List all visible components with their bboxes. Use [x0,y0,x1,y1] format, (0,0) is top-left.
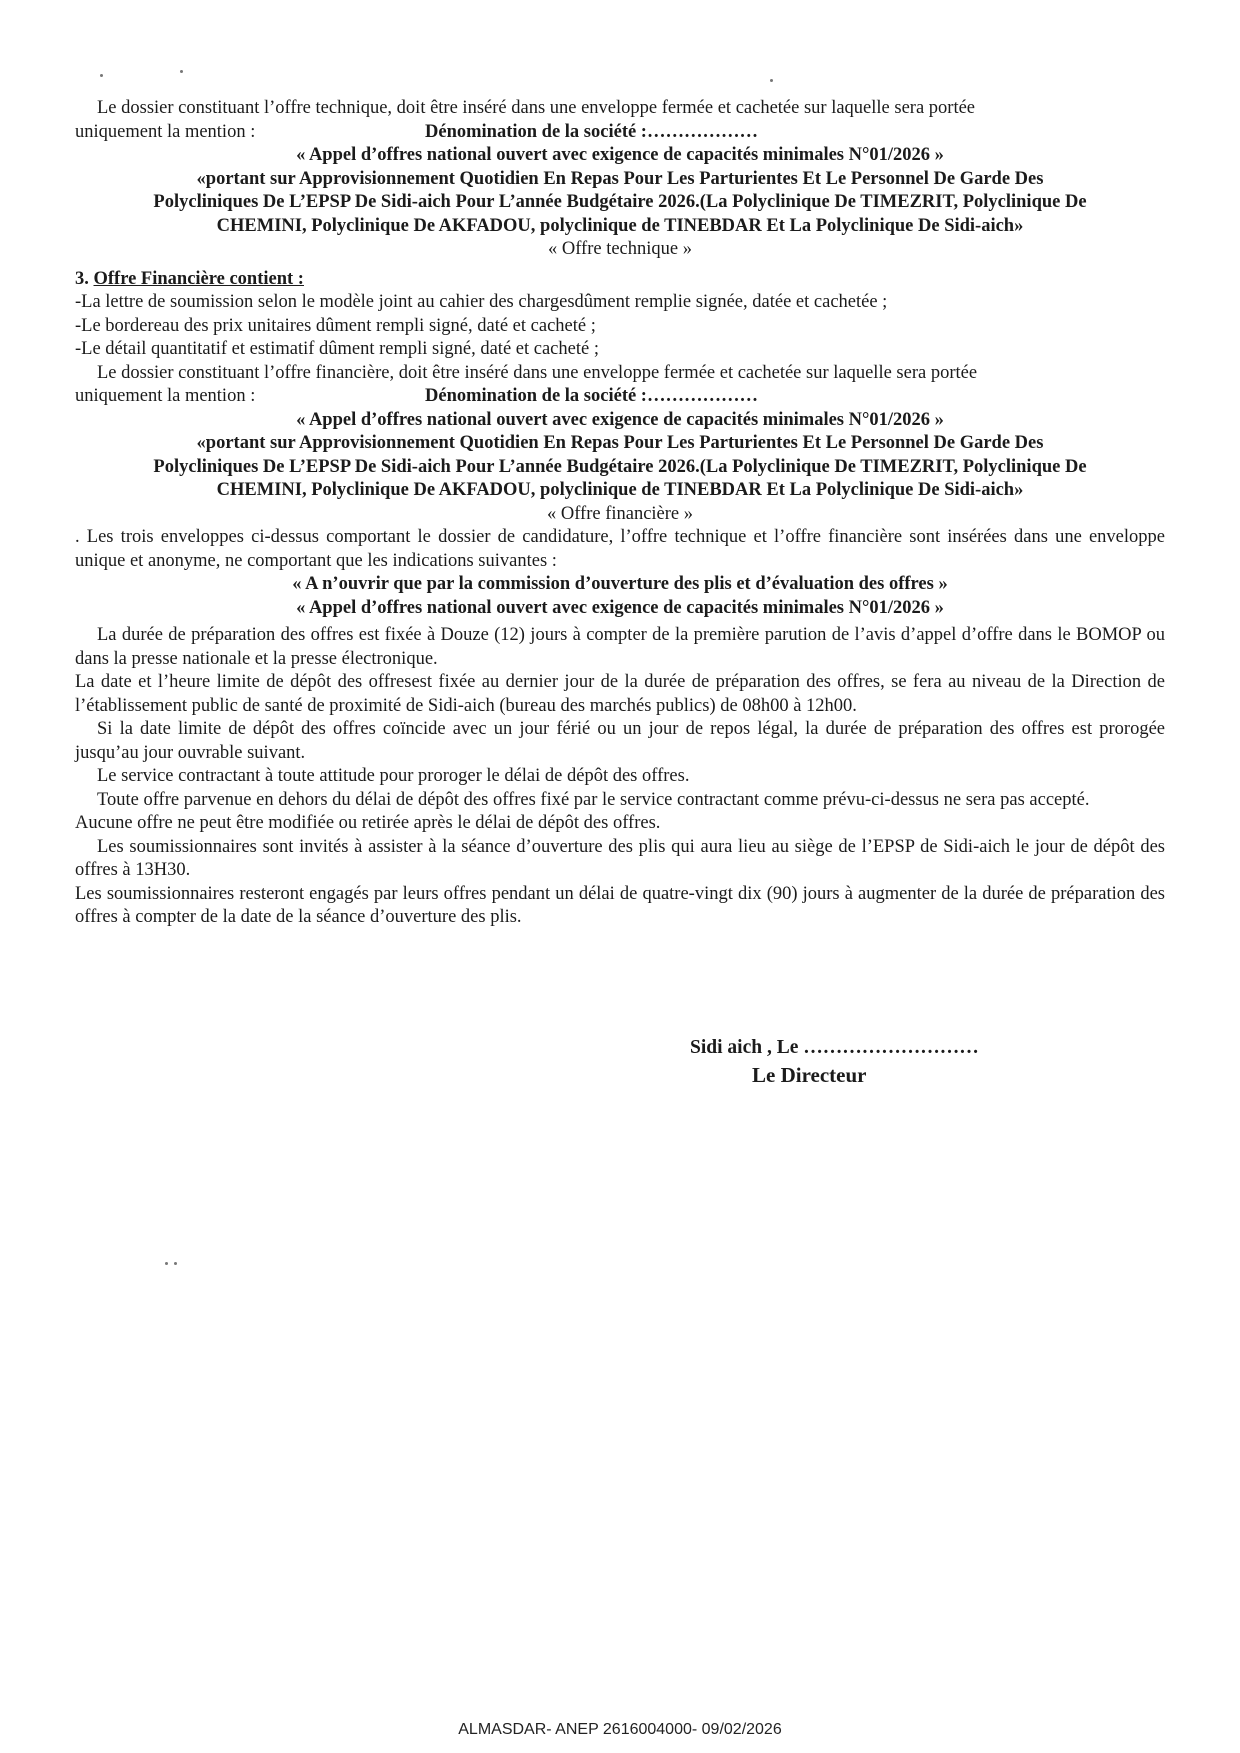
outer-envelope-text: . Les trois enveloppes ci-dessus comportant le dossier de candidature, l’offre technique et l’offre financière sont insérées dans une enveloppe unique et anonyme, ne comportant que les indications suivantes : [75,527,1165,571]
publication-footer: ALMASDAR- ANEP 2616004000- 09/02/2026 [458,1721,782,1738]
tender-subject-line-1: «portant sur Approvisionnement Quotidien En Repas Pour Les Parturientes Et Le Personnel De Garde Des [196,168,1044,189]
financial-offer-mention [75,385,1165,409]
outer-envelope-line-1: « A n’ouvrir que par la commission d’ouverture des plis et d’évaluation des offres » [292,574,948,594]
mention-label: uniquement la mention : [75,121,256,142]
section-title: Offre Financière contient : [93,268,304,289]
tender-subject-line-2: Polycliniques De L’EPSP De Sidi-aich Pour L’année Budgétaire 2026.(La Polyclinique De TIMEZRIT, Polyclinique De [153,456,1087,477]
list-item: -La lettre de soumission selon le modèle joint au cahier des chargesdûment remplie signée, datée et cachetée ; [75,292,888,312]
tender-subject-line-2: Polycliniques De L’EPSP De Sidi-aich Pour L’année Budgétaire 2026.(La Polyclinique De TIMEZRIT, Polyclinique De [153,192,1087,212]
outer-envelope-line-2: « Appel d’offres national ouvert avec exigence de capacités minimales N°01/2026 » [296,597,944,618]
financial-offer-heading [75,268,1165,292]
tender-reference: « Appel d’offres national ouvert avec exigence de capacités minimales N°01/2026 » [296,409,944,430]
company-name-line: Dénomination de la société :……………… [425,121,758,142]
tender-subject-line-3: CHEMINI, Polyclinique De AKFADOU, polyclinique de TINEBDAR Et La Polyclinique De Sidi-aich» [216,215,1024,236]
technical-offer-intro: Le dossier constituant l’offre technique, doit être inséré dans une enveloppe fermée et cachetée sur laquelle sera portée [97,98,976,118]
tender-reference: « Appel d’offres national ouvert avec exigence de capacités minimales N°01/2026 » [296,145,944,165]
technical-offer-section [75,97,1165,930]
technical-offer-mention [75,121,1165,145]
envelope-title: « Offre financière » [546,503,694,524]
tender-subject-line-1: «portant sur Approvisionnement Quotidien En Repas Pour Les Parturientes Et Le Personnel De Garde Des [196,433,1044,453]
signature-title: Le Directeur [752,1063,867,1087]
list-item: -Le détail quantitatif et estimatif dûment rempli signé, daté et cacheté ; [75,339,599,359]
company-name-line: Dénomination de la société :……………… [425,386,758,406]
paragraph-extension: Le service contractant à toute attitude pour proroger le délai de dépôt des offres. [97,766,690,786]
scan-speck [100,74,103,77]
paragraph-deadline: La date et l’heure limite de dépôt des offresest fixée au dernier jour de la durée de préparation des offres, se fera au niveau de la Direction de l’établissement public de santé de proximité de Sidi-aich (bureau des marchés publics) de 08h00 à 12h00. [75,672,1165,716]
scan-speck [770,79,773,82]
paragraph-holiday: Si la date limite de dépôt des offres coïncide avec un jour férié ou un jour de repos légal, la durée de préparation des offres est prorogée jusqu’au jour ouvrable suivant. [75,719,1165,763]
paragraph-preparation-period: La durée de préparation des offres est fixée à Douze (12) jours à compter de la première parution de l’avis d’appel d’offre dans le BOMOP ou dans la presse nationale et la presse électronique. [75,625,1165,669]
scan-speck [165,1262,168,1265]
envelope-title: « Offre technique » [547,239,692,259]
paragraph-validity: Les soumissionnaires resteront engagés par leurs offres pendant un délai de quatre-vingt dix (90) jours à augmenter de la durée de préparation des offres à compter de la date de la séance d’ouverture des plis. [75,883,1165,927]
mention-label: uniquement la mention : [75,386,256,406]
paragraph-opening-session: Les soumissionnaires sont invités à assister à la séance d’ouverture des plis qui aura lieu au siège de l’EPSP de Sidi-aich le jour de dépôt des offres à 13H30. [75,836,1165,880]
paragraph-no-modification: Aucune offre ne peut être modifiée ou retirée après le délai de dépôt des offres. [75,813,661,833]
section-number: 3. [75,268,89,289]
signature-place-date: Sidi aich , Le ……………………… [690,1037,979,1058]
list-item: -Le bordereau des prix unitaires dûment rempli signé, daté et cacheté ; [75,315,596,336]
paragraph-late-offers: Toute offre parvenue en dehors du délai de dépôt des offres fixé par le service contractant comme prévu-ci-dessus ne sera pas accepté. [97,789,1090,810]
scan-speck [174,1262,177,1265]
financial-offer-intro: Le dossier constituant l’offre financière, doit être inséré dans une enveloppe fermée et cachetée sur laquelle sera portée [97,362,978,383]
scan-speck [180,70,183,73]
tender-subject-line-3: CHEMINI, Polyclinique De AKFADOU, polyclinique de TINEBDAR Et La Polyclinique De Sidi-aich» [216,480,1024,500]
